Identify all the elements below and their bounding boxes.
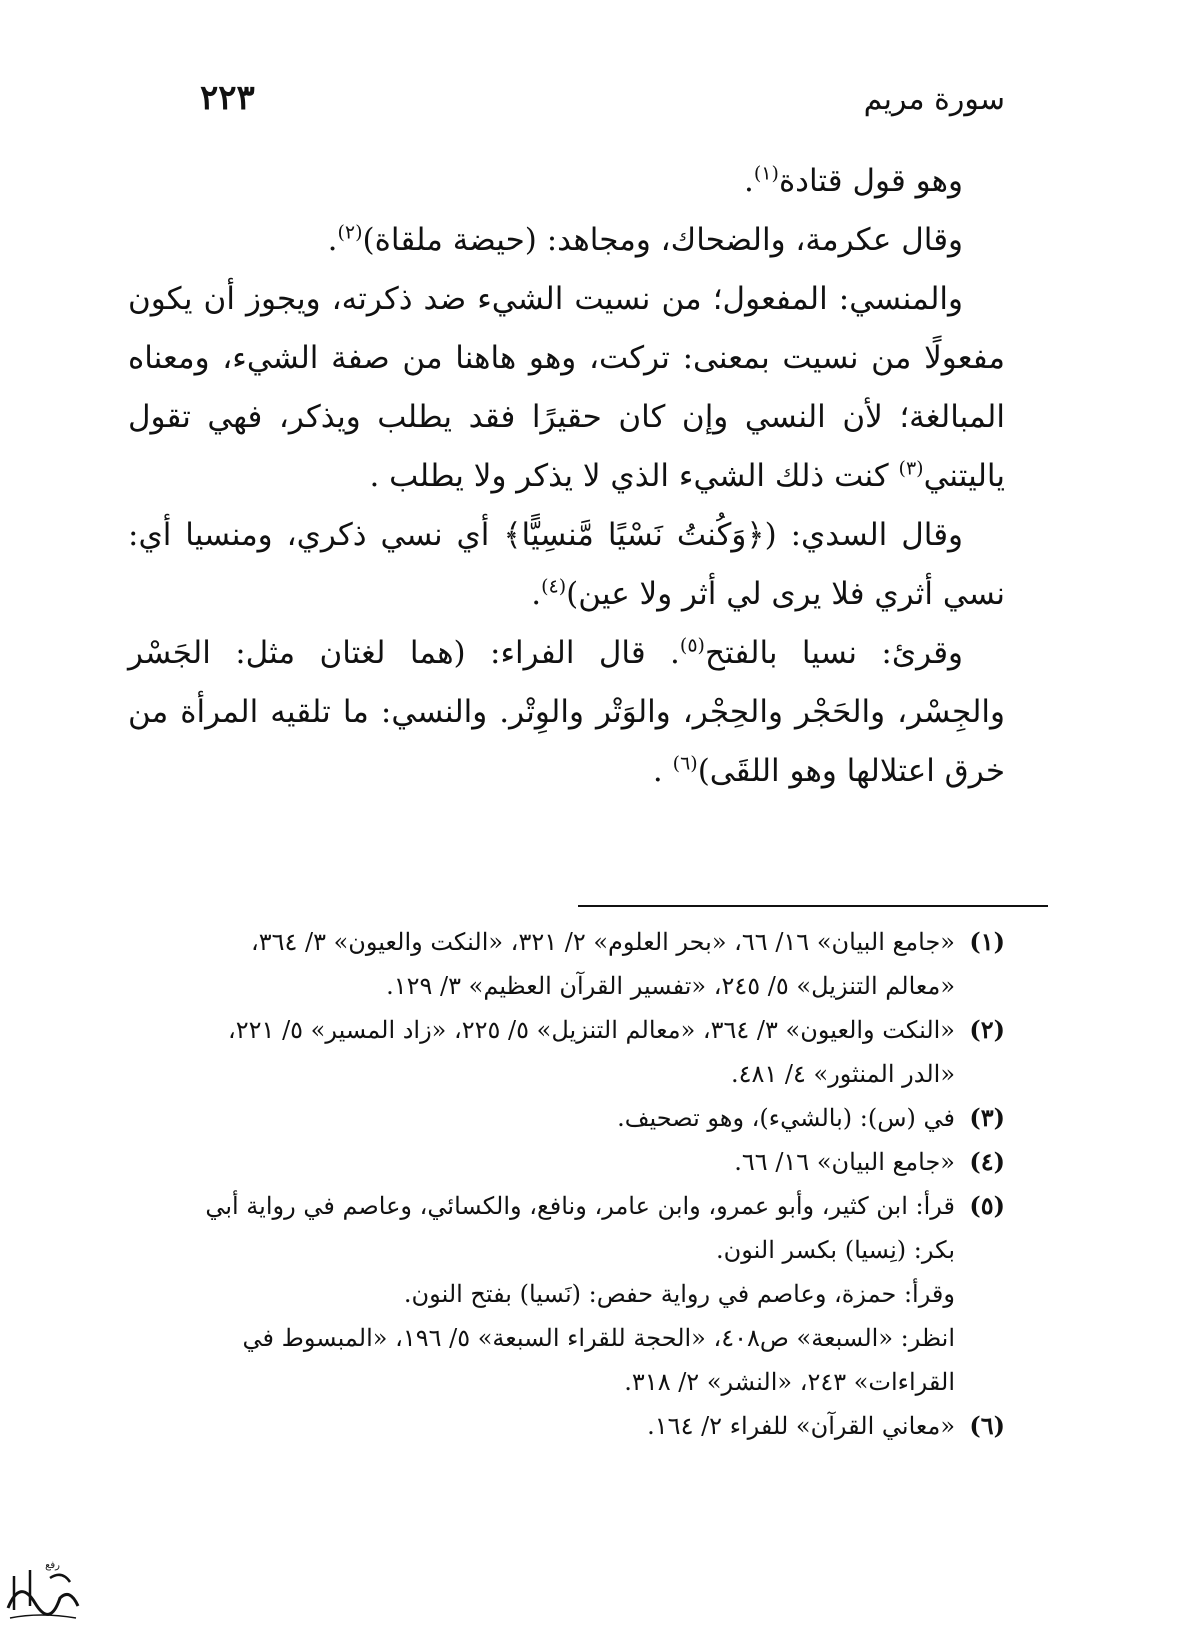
paragraph-3: والمنسي: المفعول؛ من نسيت الشيء ضد ذكرته، ويجوز أن يكون مفعولًا من نسيت بمعنى: تركت، وهو هاهنا من صفة الشيء، ومعناه المبالغة؛ لأن النسي وإن كان حقيرًا فقد يطلب ويذكر، فهي تقول ياليتني$^{(٣)}$ كنت ذلك الشيء الذي لا يذكر ولا يطلب .: [128, 281, 1005, 494]
footnote-ref-6[interactable]: (٦): [672, 752, 698, 775]
paragraph-5: وقرئ: نسيا بالفتح$^{(٥)}$. قال الفراء: (هما لغتان مثل: الجَسْر والجِسْر، والحَجْر والحِجْر، والوَتْر والوِتْر. والنسي: ما تلقيه المرأة من خرق اعتلالها وهو اللقَى)$^{(٦)}$ .: [128, 634, 1005, 789]
footnote-1: (١) «جامع البيان» ١٦/ ٦٦، «بحر العلوم» ٢/ ٣٢١، «النكت والعيون» ٣/ ٣٦٤، «معالم التنزيل» ٥/ ٢٤٥، «تفسير القرآن العظيم» ٣/ ١٢٩.: [128, 920, 1005, 1008]
footnote-ref-5[interactable]: (٥): [679, 634, 705, 657]
footnote-ref-2[interactable]: (٢): [337, 221, 363, 244]
footnotes: [128, 920, 1005, 1448]
footnote-divider: [578, 905, 1048, 907]
footnote-number: (٢): [969, 1015, 1005, 1044]
calligraphy-logo: [0, 1548, 84, 1628]
footnote-3: (٣) في (س): (بالشيء)، وهو تصحيف.: [128, 1096, 1005, 1140]
page-number: ٢٢٣: [200, 78, 255, 118]
footnote-5: (٥) قرأ: ابن كثير، وأبو عمرو، وابن عامر، ونافع، والكسائي، وعاصم في رواية أبي بكر: (نِسيا) بكسر النون. وقرأ: حمزة، وعاصم في رواية حفص: (نَسيا) بفتح النون. انظر: «السبعة» ص٤٠٨، «الحجة للقراء السبعة» ٥/ ١٩٦، «المبسوط في القراءات» ٢٤٣، «النشر» ٢/ ٣١٨.: [128, 1184, 1005, 1404]
footnote-number: (٣): [969, 1103, 1005, 1132]
footnote-number: (١): [969, 927, 1005, 956]
footnote-ref-4[interactable]: (٤): [541, 575, 567, 598]
footnote-number: (٤): [969, 1147, 1005, 1176]
footnote-ref-1[interactable]: (١): [753, 162, 779, 185]
footnote-2: (٢) «النكت والعيون» ٣/ ٣٦٤، «معالم التنزيل» ٥/ ٢٢٥، «زاد المسير» ٥/ ٢٢١، «الدر المنثور» ٤/ ٤٨١.: [128, 1008, 1005, 1096]
footnote-6: (٦) «معاني القرآن» للفراء ٢/ ١٦٤.: [128, 1404, 1005, 1448]
footnote-number: (٦): [969, 1411, 1005, 1440]
paragraph-4: وقال السدي: (﴿وَكُنتُ نَسْيًا مَّنسِيًّا﴾ أي نسي ذكري، ومنسيا أي: نسي أثري فلا يرى لي أثر ولا عين)$^{(٤)}$.: [128, 517, 1005, 612]
paragraph-2: وقال عكرمة، والضحاك، ومجاهد: (حيضة ملقاة)$^{(٢)}$.: [327, 221, 963, 258]
footnote-number: (٥): [969, 1191, 1005, 1220]
quran-verse: ﴿وَكُنتُ نَسْيًا مَّنسِيًّا﴾: [503, 517, 765, 553]
main-text: [128, 152, 1005, 801]
surah-title: سورة مريم: [863, 82, 1005, 117]
page-header: [200, 78, 1005, 132]
footnote-ref-3[interactable]: (٣): [898, 457, 924, 480]
footnote-4: (٤) «جامع البيان» ١٦/ ٦٦.: [128, 1140, 1005, 1184]
paragraph-1: وهو قول قتادة$^{(١)}$.: [744, 162, 963, 199]
svg-text:رفع: رفع: [45, 1560, 60, 1571]
